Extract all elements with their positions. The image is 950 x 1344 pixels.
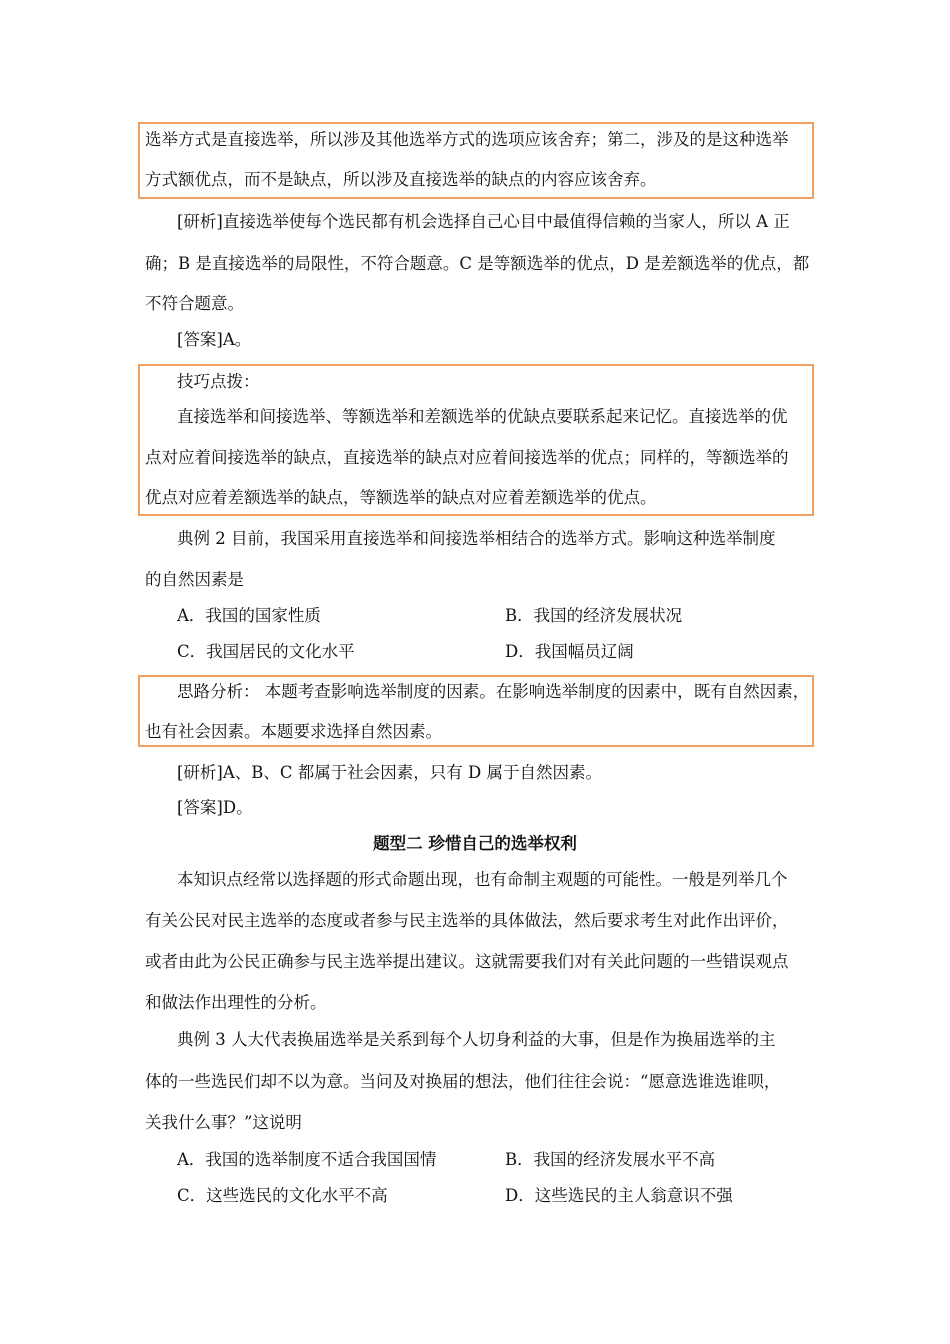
example3-line-1: 典例 3 人大代表换届选举是关系到每个人切身利益的大事，但是作为换届选举的主 xyxy=(177,1030,776,1049)
example2-option-d: D．我国幅员辽阔 xyxy=(505,642,634,661)
example2-line-2: 的自然因素是 xyxy=(145,570,244,589)
example2-option-a: A．我国的国家性质 xyxy=(177,606,321,625)
analysis1-line-3: 不符合题意。 xyxy=(145,294,244,313)
example3-line-2: 体的一些选民们却不以为意。当问及对换届的想法，他们往往会说：“愿意选谁选谁呗， xyxy=(145,1072,781,1091)
box1-line-1: 选举方式是直接选举，所以涉及其他选举方式的选项应该舍弃；第二，涉及的是这种选举 xyxy=(145,130,789,149)
example3-option-c: C．这些选民的文化水平不高 xyxy=(177,1186,388,1205)
example2-option-b: B．我国的经济发展状况 xyxy=(505,606,683,625)
tips-line-1: 直接选举和间接选举、等额选举和差额选举的优缺点要联系起来记忆。直接选举的优 xyxy=(177,407,788,426)
intro-line-4: 和做法作出理性的分析。 xyxy=(145,993,327,1012)
analysis1-line-1: [研析]直接选举使每个选民都有机会选择自己心目中最值得信赖的当家人，所以 A 正 xyxy=(177,212,790,231)
thinking-line-2: 也有社会因素。本题要求选择自然因素。 xyxy=(145,722,442,741)
box1-line-2: 方式额优点，而不是缺点，所以涉及直接选举的缺点的内容应该舍弃。 xyxy=(145,170,657,189)
example2-option-c: C．我国居民的文化水平 xyxy=(177,642,355,661)
answer1: [答案]A。 xyxy=(177,330,252,349)
example2-line-1: 典例 2 目前，我国采用直接选举和间接选举相结合的选举方式。影响这种选举制度 xyxy=(177,529,776,548)
answer2: [答案]D。 xyxy=(177,798,253,817)
example3-line-3: 关我什么事？”这说明 xyxy=(145,1113,302,1132)
section-title: 题型二 珍惜自己的选举权利 xyxy=(373,834,577,853)
intro-line-2: 有关公民对民主选举的态度或者参与民主选举的具体做法，然后要求考生对此作出评价， xyxy=(145,911,789,930)
intro-line-3: 或者由此为公民正确参与民主选举提出建议。这就需要我们对有关此问题的一些错误观点 xyxy=(145,952,789,971)
intro-line-1: 本知识点经常以选择题的形式命题出现，也有命制主观题的可能性。一般是列举几个 xyxy=(177,870,788,889)
tips-title: 技巧点拨： xyxy=(177,372,260,391)
analysis1-line-2: 确；B 是直接选举的局限性，不符合题意。C 是等额选举的优点，D 是差额选举的优点，都 xyxy=(145,254,810,273)
example3-option-a: A．我国的选举制度不适合我国国情 xyxy=(177,1150,437,1169)
example3-option-d: D．这些选民的主人翁意识不强 xyxy=(505,1186,733,1205)
example3-option-b: B．我国的经济发展水平不高 xyxy=(505,1150,716,1169)
tips-line-3: 优点对应着差额选举的缺点，等额选举的缺点对应着差额选举的优点。 xyxy=(145,488,657,507)
analysis2: [研析]A、B、C 都属于社会因素，只有 D 属于自然因素。 xyxy=(177,763,603,782)
thinking-line-1: 思路分析： 本题考查影响选举制度的因素。在影响选举制度的因素中，既有自然因素， xyxy=(177,682,810,701)
tips-line-2: 点对应着间接选举的缺点，直接选举的缺点对应着间接选举的优点；同样的，等额选举的 xyxy=(145,448,789,467)
